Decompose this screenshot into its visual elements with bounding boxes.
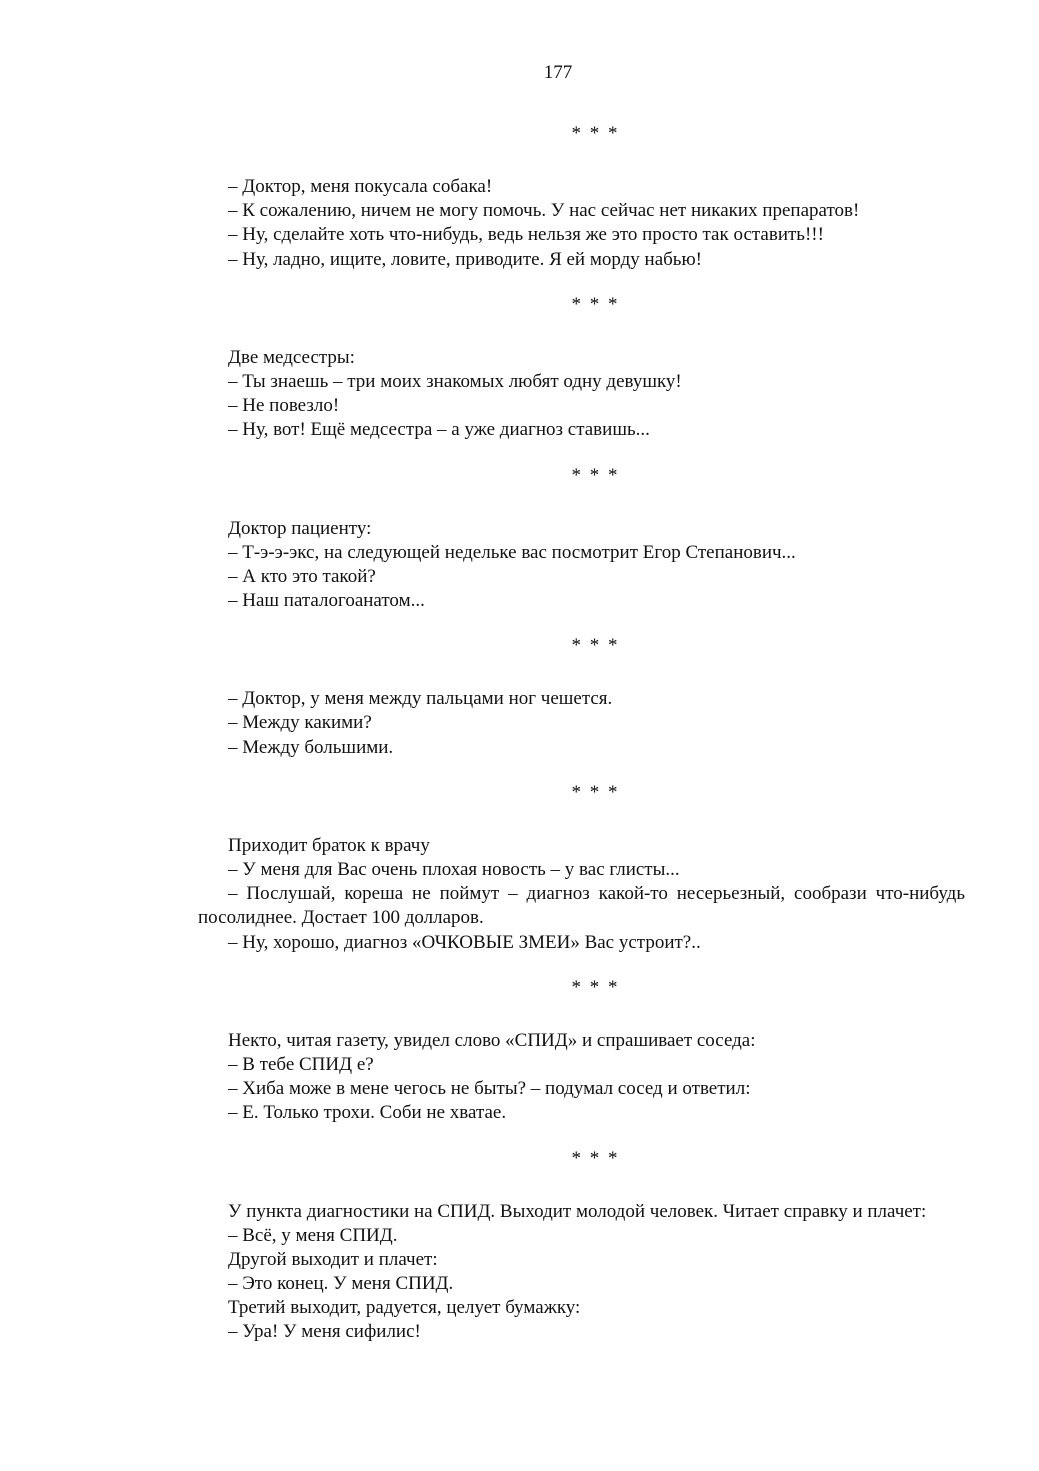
text-paragraph: У пункта диагностики на СПИД. Выходит молодой человек. Читает справку и плачет: <box>228 1200 927 1222</box>
joke-6 <box>198 1029 965 1126</box>
text-line: Две медсестры: <box>228 346 355 368</box>
text-line: – В тебе СПИД е? <box>228 1053 374 1075</box>
text-line: – Доктор, меня покусала собака! <box>228 176 493 197</box>
text-line: – Доктор, у меня между пальцами ног чешется. <box>228 688 613 710</box>
section-separator: * * * <box>571 635 620 657</box>
text-paragraph: – Послушай, кореша не поймут – диагноз какой-то несерьезный, сообрази что-нибудь посолиднее. Достает 100 долларов. <box>198 883 965 929</box>
section-separator: * * * <box>571 123 620 144</box>
section-separator: * * * <box>571 781 620 803</box>
section-separator: * * * <box>571 464 620 486</box>
text-line: – Т-э-э-экс, на следующей недельке вас посмотрит Егор Степанович... <box>228 541 796 563</box>
joke-4 <box>198 687 965 760</box>
text-line: – Е. Только трохи. Соби не хватае. <box>228 1102 507 1124</box>
text-line: – Наш паталогоанатом... <box>228 590 425 612</box>
section-separator: * * * <box>571 1147 620 1169</box>
text-line: – Ура! У меня сифилис! <box>228 1321 421 1343</box>
text-line: – Не повезло! <box>228 395 340 417</box>
text-line: – Хиба може в мене чегось не быты? – подумал сосед и ответил: <box>228 1078 751 1100</box>
text-line: – Ну, ладно, ищите, ловите, приводите. Я ей морду набью! <box>228 248 702 270</box>
text-line: – А кто это такой? <box>228 565 376 587</box>
text-line: Приходит браток к врачу <box>228 834 430 856</box>
joke-5 <box>198 834 965 955</box>
text-line: – Ну, хорошо, диагноз «ОЧКОВЫЕ ЗМЕИ» Вас устроит?.. <box>228 931 701 953</box>
text-line: – Всё, у меня СПИД. <box>228 1224 398 1246</box>
text-line: – Ну, сделайте хоть что-нибудь, ведь нельзя же это просто так оставить!!! <box>228 224 824 246</box>
text-line: Третий выходит, радуется, целует бумажку: <box>228 1297 581 1319</box>
text-line: – Ты знаешь – три моих знакомых любят одну девушку! <box>228 370 682 392</box>
text-line: – Между большими. <box>228 736 394 758</box>
text-line: Другой выходит и плачет: <box>228 1248 438 1270</box>
joke-2 <box>198 346 965 443</box>
joke-3 <box>198 517 965 614</box>
section-separator: * * * <box>571 293 620 315</box>
text-line: – Ну, вот! Ещё медсестра – а уже диагноз ставишь... <box>228 419 650 441</box>
page-content <box>198 122 965 1345</box>
text-line: – Между какими? <box>228 712 372 734</box>
text-line: – Это конец. У меня СПИД. <box>228 1273 454 1295</box>
joke-1 <box>198 175 965 272</box>
text-line: – У меня для Вас очень плохая новость – у вас глисты... <box>228 859 680 880</box>
section-separator: * * * <box>571 976 620 998</box>
joke-7 <box>198 1200 965 1345</box>
text-line: – К сожалению, ничем не могу помочь. У нас сейчас нет никаких препаратов! <box>228 200 860 222</box>
text-line: Доктор пациенту: <box>228 517 372 539</box>
text-line: Некто, читая газету, увидел слово «СПИД» и спрашивает соседа: <box>228 1029 756 1051</box>
page-number: 177 <box>543 62 573 83</box>
